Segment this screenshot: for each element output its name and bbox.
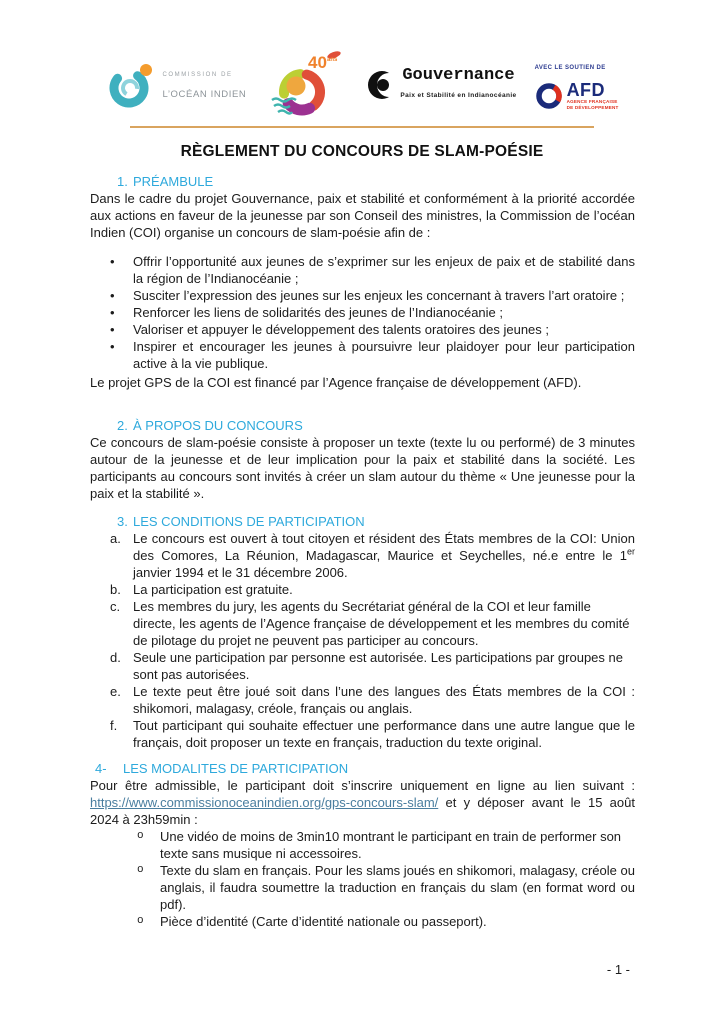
modalities-intro-pre: Pour être admissible, le participant doit s’inscrire uniquement en ligne au lien suivant : — [90, 778, 635, 793]
preamble-bullet-2: Susciter l’expression des jeunes sur les enjeux les concernant à travers l’art oratoire ; — [133, 288, 625, 303]
section-4-heading — [90, 760, 635, 777]
gouvernance-logo-text — [400, 67, 516, 104]
bullet-icon: • — [110, 322, 115, 337]
conditions-list — [90, 530, 635, 751]
list-item — [90, 581, 635, 598]
registration-link[interactable]: https://www.commissionoceanindien.org/gps-concours-slam/ — [90, 795, 439, 810]
modalities-intro-post: et y déposer avant le 15 août 2024 à 23h59min : — [90, 795, 635, 827]
condition-c-text: Les membres du jury, les agents du Secrétariat général de la COI et leur famille directe, les agents de l’Agence française de développement et les membres du comité de pilotage du projet ne peuvent pas participer au concours. — [133, 599, 630, 648]
list-marker-c: c. — [110, 599, 121, 614]
section-3-number: 3. — [117, 514, 128, 529]
bullet-icon: • — [110, 339, 115, 354]
coi-logo-line2: L’OCÉAN INDIEN — [162, 89, 247, 100]
afd-logo-row — [535, 82, 619, 110]
list-item — [90, 338, 635, 372]
section-1-heading — [90, 173, 635, 190]
bullet-icon: • — [110, 288, 115, 303]
list-item — [90, 321, 635, 338]
modality-video-text: Une vidéo de moins de 3min10 montrant le participant en train de performer son texte sans musique ni accessoires. — [160, 829, 622, 861]
bullet-icon: • — [110, 254, 115, 269]
about-contest-text: Ce concours de slam-poésie consiste à proposer un texte (texte lu ou performé) de 3 minutes autour de la jeunesse et de leur implication pour la paix et stabilité dans la société. Les participants au concours sont invités à créer un slam autour du thème « Une jeunesse pour la paix et la stabilité ». — [90, 435, 635, 501]
list-item — [90, 913, 635, 930]
condition-b-text: La participation est gratuite. — [133, 582, 293, 597]
list-item — [90, 287, 635, 304]
list-item — [90, 828, 635, 862]
section-2-heading — [90, 417, 635, 434]
bullet-icon: • — [110, 305, 115, 320]
list-marker-d: d. — [110, 650, 121, 665]
afd-subtitle-line2: DE DÉVELOPPEMENT — [566, 104, 619, 110]
anniversary-40-suffix: ans — [327, 57, 338, 63]
condition-a-text — [133, 530, 635, 581]
coi-40-years-logo — [264, 48, 350, 122]
circle-bullet-icon: o — [137, 915, 144, 927]
list-marker-f: f. — [110, 718, 118, 733]
document-body — [0, 173, 724, 930]
modalities-sublist — [90, 828, 635, 930]
preamble-intro: Dans le cadre du projet Gouvernance, paix et stabilité et conformément à la priorité accordée aux actions en faveur de la jeunesse par son Conseil des ministres, la Commission de l’océan Indien (COI) organise un concours de slam-poésie afin de : — [90, 191, 635, 240]
preamble-bullet-list — [90, 253, 635, 372]
list-marker-b: b. — [110, 582, 121, 597]
list-item — [90, 304, 635, 321]
gouvernance-crescent-icon — [368, 62, 396, 108]
coi-swirl-icon — [105, 57, 157, 113]
list-item — [90, 717, 635, 751]
modalities-intro — [90, 777, 635, 828]
list-item — [90, 598, 635, 649]
condition-f-text: Tout participant qui souhaite effectuer une performance dans une autre langue que le français, doit proposer un texte en français, traduction du texte original. — [133, 718, 635, 750]
afd-ring-icon — [535, 82, 563, 110]
document-title: RÈGLEMENT DU CONCOURS DE SLAM-POÉSIE — [180, 143, 544, 160]
afd-logo-text — [567, 82, 619, 110]
page-number: - 1 - — [606, 962, 630, 977]
afd-subtitle-line1: AGENCE FRANÇAISE — [566, 99, 618, 104]
gouvernance-logo-name: Gouvernance — [402, 65, 515, 85]
logo-bar — [0, 0, 724, 120]
condition-e-text: Le texte peut être joué soit dans l’une des langues des États membres de la COI : shikomori, malagasy, créole, français ou anglais. — [133, 684, 635, 716]
condition-a-superscript: er — [626, 546, 635, 557]
list-item — [90, 649, 635, 683]
section-3-heading — [90, 513, 635, 530]
gouvernance-logo — [368, 62, 516, 108]
preamble-bullet-1: Offrir l’opportunité aux jeunes de s’exprimer sur les enjeux de paix et de stabilité dans la région de l’Indianocéanie ; — [133, 254, 635, 286]
list-item — [90, 253, 635, 287]
section-4-number: 4- — [95, 761, 107, 776]
gouvernance-logo-tagline: Paix et Stabilité en Indianocéanie — [400, 91, 517, 99]
condition-a-pre: Le concours est ouvert à tout citoyen et résident des États membres de la COI: Union des Comores, La Réunion, Madagascar, Maurice et Seychelles, né.e entre le 1 — [133, 531, 635, 563]
header-divider — [130, 126, 594, 128]
list-item — [90, 862, 635, 913]
section-2-title: À PROPOS DU CONCOURS — [133, 418, 303, 433]
anniversary-40-icon — [264, 48, 350, 118]
list-marker-a: a. — [110, 531, 121, 546]
section-1-title: PRÉAMBULE — [133, 174, 214, 189]
section-4-title: LES MODALITES DE PARTICIPATION — [123, 761, 349, 776]
preamble-bullet-3: Renforcer les liens de solidarités des jeunes de l’Indianocéanie ; — [133, 305, 503, 320]
condition-a-post: janvier 1994 et le 31 décembre 2006. — [133, 565, 348, 580]
section-3-title: LES CONDITIONS DE PARTICIPATION — [133, 514, 365, 529]
condition-d-text: Seule une participation par personne est autorisée. Les participations par groupes ne sont pas autorisées. — [133, 650, 623, 682]
list-item — [90, 530, 635, 581]
list-item — [90, 683, 635, 717]
coi-logo — [105, 57, 246, 113]
modality-text-text: Texte du slam en français. Pour les slams joués en shikomori, malagasy, créole ou anglais, il faudra soumettre la traduction en français du slam (en format word ou pdf). — [160, 863, 635, 912]
list-marker-e: e. — [110, 684, 121, 699]
afd-support-text: AVEC LE SOUTIEN DE — [534, 65, 606, 71]
modality-id-text: Pièce d’identité (Carte d’identité nationale ou passeport). — [160, 914, 487, 929]
section-1-number: 1. — [117, 174, 128, 189]
anniversary-40-number: 40 — [308, 53, 328, 72]
coi-logo-line1: COMMISSION DE — [162, 72, 233, 78]
circle-bullet-icon: o — [137, 864, 144, 876]
circle-bullet-icon: o — [137, 830, 144, 842]
preamble-outro: Le projet GPS de la COI est financé par l’Agence française de développement (AFD). — [90, 375, 582, 390]
preamble-bullet-5: Inspirer et encourager les jeunes à poursuivre leur plaidoyer pour leur participation active à la vie publique. — [133, 339, 635, 371]
section-2-number: 2. — [117, 418, 128, 433]
afd-logo — [535, 60, 619, 110]
coi-logo-text — [162, 67, 246, 103]
afd-logo-name: AFD — [566, 80, 606, 100]
preamble-bullet-4: Valoriser et appuyer le développement des talents oratoires des jeunes ; — [133, 322, 550, 337]
